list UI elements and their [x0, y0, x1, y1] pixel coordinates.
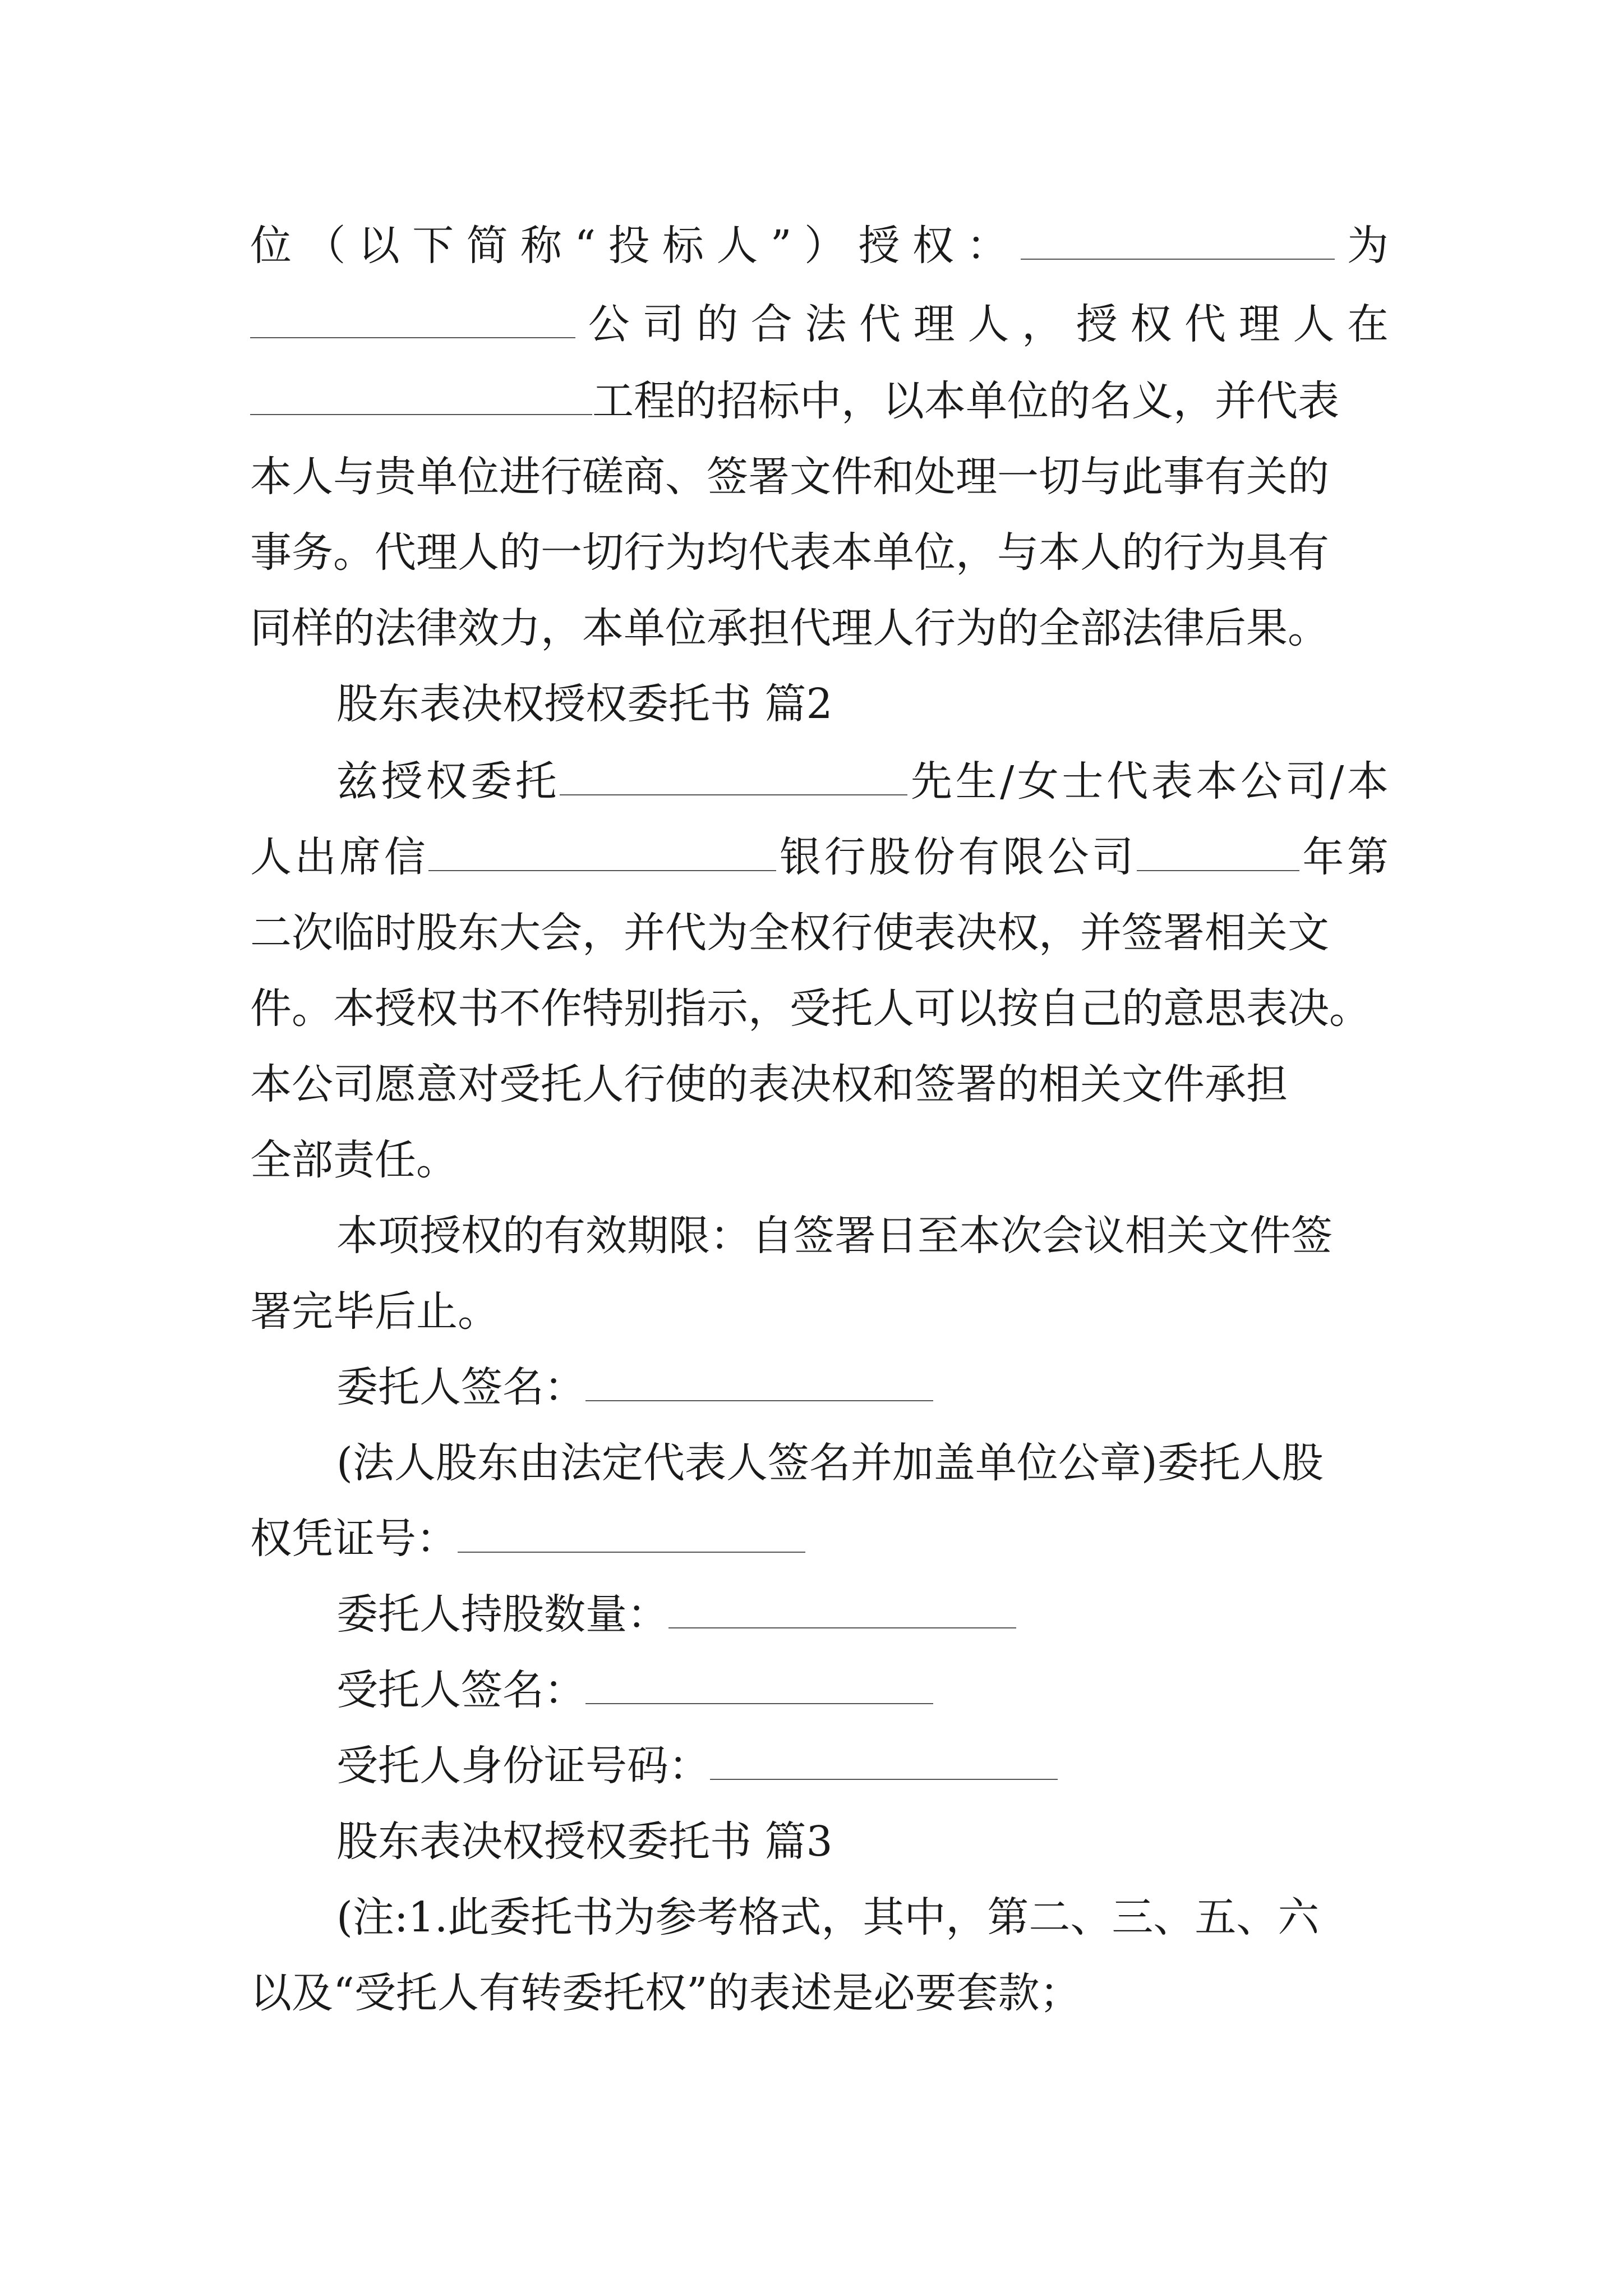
text: 位（以下简称“投标人”）授权：	[250, 222, 1021, 270]
text-line: 本项授权的有效期限：自签署日至本次会议相关文件签	[336, 1212, 1332, 1260]
text: 年第	[1299, 833, 1389, 881]
text-line	[250, 218, 1389, 274]
text-line: 同样的法律效力，本单位承担代理人行为的全部法律后果。	[250, 604, 1329, 652]
text-line	[250, 373, 1389, 429]
text: 权凭证号：	[250, 1515, 458, 1563]
text: 受托人身份证号码：	[336, 1742, 710, 1790]
fill-blank	[250, 301, 575, 338]
text-line: (注:1.此委托书为参考格式，其中，第二、三、五、六	[336, 1893, 1320, 1941]
text: 人出席信	[250, 833, 429, 881]
text: 委托人持股数量：	[336, 1590, 668, 1639]
text-line: (法人股东由法定代表人签名并加盖单位公章)委托人股	[336, 1439, 1324, 1487]
text-line	[336, 1586, 1389, 1642]
text-line	[250, 829, 1389, 885]
signature-line	[336, 1662, 1389, 1718]
signature-line	[336, 1359, 1389, 1415]
text-line: 以及“受托人有转委托权”的表述是必要套款；	[250, 1969, 1081, 2017]
text-line	[336, 753, 1389, 809]
fill-blank	[1021, 223, 1335, 260]
section-heading: 股东表决权授权委托书 篇2	[336, 680, 833, 728]
fill-blank	[1137, 834, 1299, 871]
text-line: 本人与贵单位进行磋商、签署文件和处理一切与此事有关的	[250, 453, 1329, 501]
fill-blank	[458, 1516, 805, 1553]
text-line: 件。本授权书不作特别指示，受托人可以按自己的意思表决。	[250, 984, 1371, 1033]
fill-blank	[710, 1743, 1058, 1780]
text: 银行股份有限公司	[776, 833, 1137, 881]
text-line: 本公司愿意对受托人行使的表决权和签署的相关文件承担	[250, 1060, 1288, 1108]
fill-blank	[250, 378, 592, 415]
text: 公司的合法代理人，授权代理人在	[575, 300, 1389, 348]
text-line	[250, 296, 1389, 352]
text-line: 署完毕后止。	[250, 1287, 499, 1336]
fill-blank	[585, 1667, 933, 1704]
text: 工程的招标中，以本单位的名义，并代表	[592, 377, 1339, 425]
fill-blank	[428, 834, 776, 871]
fill-blank	[668, 1591, 1016, 1628]
fill-blank	[585, 1364, 933, 1401]
text-line: 事务。代理人的一切行为均代表本单位，与本人的行为具有	[250, 528, 1329, 577]
text: 兹授权委托	[336, 757, 560, 806]
text-line	[250, 1511, 1389, 1567]
text: 为	[1334, 222, 1389, 270]
text-line	[336, 1738, 1389, 1794]
text-line: 二次临时股东大会，并代为全权行使表决权，并签署相关文	[250, 909, 1329, 957]
text: 委托人签名：	[336, 1363, 585, 1411]
section-heading: 股东表决权授权委托书 篇3	[336, 1818, 833, 1866]
text-line: 全部责任。	[250, 1136, 458, 1184]
text: 受托人签名：	[336, 1666, 585, 1714]
fill-blank	[560, 758, 907, 795]
text: 先生/女士代表本公司/本	[907, 757, 1389, 806]
